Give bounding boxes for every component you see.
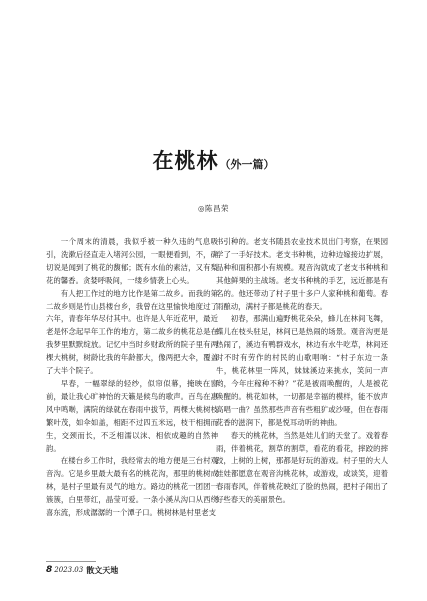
page-number: 8: [46, 565, 53, 575]
magazine-name: 散文天地: [86, 565, 119, 575]
article-subtitle: （外一篇）: [219, 158, 275, 171]
article-title-block: [0, 145, 427, 175]
paragraph: 一个周末的清晨，我似乎被一种久违的气息吸引，洗漱后径直走入堵河公园，一眼便看到，不，确切说是闻到了桃花的馥郁；既有水仙的素洁，又有梨花的馨香。贪婪呼吸间，一缕乡情袭上心头。: [46, 237, 218, 285]
text-column-left: [46, 236, 218, 520]
paragraph: 书引种的。老支书随县农业技术员出门考察，在果园学了一手好技术。老支书种桃，边种边嫁接边扩展，品种和面积都小有规模。观音沟就成了老支书种桃和其他鲜果的主战场。老支书种桃的手艺，远近都是有名的。他还带动了村子里十多户人家种桃和葡萄。春雨酿动，满村子都是桃花的春天。: [216, 237, 388, 311]
page-footer: [46, 564, 118, 576]
paragraph: 初春，那满山遍野桃花朵朵，蜂儿在林间飞舞，蝶儿在枝头驻足，林间已是热闹的场景。观音沟更是热闹了，溪边有鸭群戏水，林边有水牛吃草，林间还时不时有劳作的村民的山歌唱响：“村子东边一条牛，桃花林里一阵风，妹妹溪边来挑水，笑问一声哟，今年庄稼种不种？”花是被雨唤醒的，人是被花唤醒的。桃花如林，一切都是幸福的模样，能不放声高唱一曲？虽然那些声音有些粗犷或沙哑，但在春雨花香的滋润下，都是悦耳动听的神曲。: [216, 314, 388, 427]
paragraph: 有人把工作过的地方比作是第二故乡。而我的第二故乡则是竹山县楼台乡，我曾在这里愉快地度过了六年，青春年华尽付其中。也许是人年近花甲，最近老是怀念起早年工作的地方，第二故乡的桃花总是在我梦里默默绽放。记忆中当时乡财政所的院子里有两棵大桃树，树龄比我的年龄都大，像两把大伞，覆盖了大半个院子。: [46, 288, 218, 376]
paragraph: 早春，一幅翠绿的轻纱，似帘似幕，掩映在窗前，最让我心旷神怡的天籁是候鸟的歌声。百鸟在惠风中鸣啭，满院的绿就在春雨中拔节，两棵大桃树枝繁叶茂，如伞如盖，相距不过四五米远，枝干相拥而生，交颈而长，不乏相濡以沫、相依成趣的自然神韵。: [46, 378, 218, 453]
paragraph: 在楼台乡工作时，我经常去的地方便是三台村观音沟。它是乡里最大最有名的桃花沟，那里的桃树成林，是村子里最有灵气的地方。路边的桃花一团团一簇簇，白里带红，晶莹可爱。一条小溪从沟口从西绕喜东流，形成潺潺的一个潭子口。桃树林是村里老支: [46, 456, 218, 518]
article-title: 在桃林: [152, 149, 219, 173]
blank-header-area: [0, 0, 427, 140]
footer-divider: [46, 561, 96, 562]
article-author: ◎陈昌荣: [197, 204, 230, 213]
text-column-right: [216, 236, 388, 507]
issue-number: 2023.03: [54, 566, 84, 574]
paragraph: 春天的桃花林，当然是娃儿们的天堂了。戏着春雨，伴着桃花，割草的割草，看花的看花，摔跤的摔跤，上树的上树，那都是好玩的游戏。村子里的大人娃娃都愿意在观音沟桃花林，或游戏，或谈笑，迎着春雨春风，伴着桃花映红了脸的热闹，把村子闹出了好些春天的美丽景色。: [216, 430, 388, 505]
